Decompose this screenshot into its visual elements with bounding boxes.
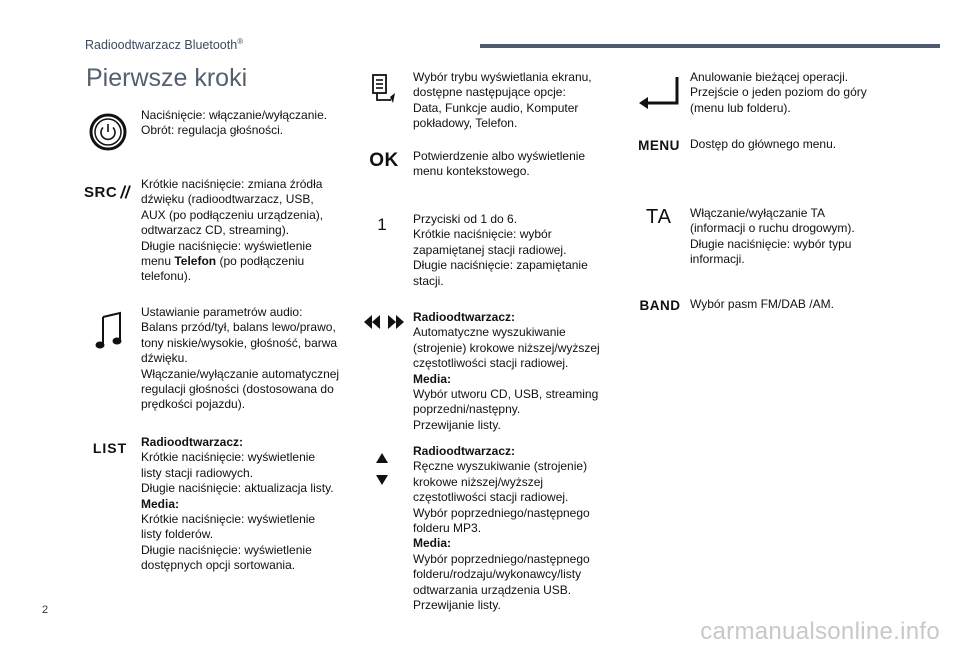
- src-button-icon: SRC: [84, 180, 132, 204]
- ta-button-icon: TA: [645, 205, 673, 228]
- ta-description: Włączanie/wyłączanie TA (informacji o ruchu drogowym). Długie naciśnięcie: wybór typu informacji.: [690, 206, 855, 267]
- updown-description: Radioodtwarzacz: Ręczne wyszukiwanie (strojenie) krokowe niższej/wyższej częstotliwości stacji radiowej. Wybór poprzedniego/następnego folderu MP3. Media: Wybór poprzedniego/następnego folderu/rodzaju/wykonawcy/listy odtwarzania urządzenia USB. Przewijanie listy.: [413, 444, 590, 613]
- display-description: Wybór trybu wyświetlania ekranu, dostępne następujące opcje: Data, Funkcje audio, Komputer pokładowy, Telefon.: [413, 70, 592, 131]
- display-mode-icon: [368, 72, 398, 108]
- power-knob-icon: [88, 112, 128, 152]
- preset-description: Przyciski od 1 do 6. Krótkie naciśnięcie: wybór zapamiętanej stacji radiowej. Długie naciśnięcie: zapamiętanie stacji.: [413, 212, 588, 288]
- up-down-arrows-icon: [374, 452, 390, 486]
- page-title: Pierwsze kroki: [86, 64, 248, 92]
- header-title: Radioodtwarzacz Bluetooth®: [85, 37, 244, 53]
- seek-description: Radioodtwarzacz: Automatyczne wyszukiwanie (strojenie) krokowe niższej/wyższej częstotliwości stacji radiowej. Media: Wybór utworu CD, USB, streaming poprzedni/następny. Przewijanie listy.: [413, 310, 600, 432]
- list-button-icon: LIST: [92, 440, 128, 456]
- menu-button-icon: MENU: [638, 137, 680, 153]
- src-description: Krótkie naciśnięcie: zmiana źródła dźwięku (radioodtwarzacz, USB, AUX (po podłączeniu urządzenia), odtwarzacz CD, streaming). Długie naciśnięcie: wyświetlenie menu Telefon (po podłączeniu telefonu).: [141, 177, 324, 284]
- header-bar: [480, 44, 940, 48]
- band-description: Wybór pasm FM/DAB /AM.: [690, 297, 834, 311]
- band-button-icon: BAND: [639, 297, 681, 313]
- back-description: Anulowanie bieżącej operacji. Przejście o jeden poziom do góry (menu lub folderu).: [690, 70, 867, 115]
- ok-button-icon: OK: [369, 150, 399, 171]
- preset-number-icon: 1: [377, 215, 387, 234]
- watermark: carmanualsonline.info: [700, 618, 940, 645]
- page-number: 2: [42, 604, 49, 616]
- music-note-icon: [92, 310, 126, 352]
- list-description: Radioodtwarzacz: Krótkie naciśnięcie: wyświetlenie listy stacji radiowych. Długie naciśnięcie: aktualizacja listy. Media: Krótkie naciśnięcie: wyświetlenie listy folderów. Długie naciśnięcie: wyświetlenie dostępnych opcji sortowania.: [141, 435, 334, 573]
- menu-description: Dostęp do głównego menu.: [690, 137, 837, 151]
- ok-description: Potwierdzenie albo wyświetlenie menu kontekstowego.: [413, 149, 586, 179]
- seek-arrows-icon: [362, 313, 406, 331]
- power-description: Naciśnięcie: włączanie/wyłączanie. Obrót: regulacja głośności.: [141, 108, 328, 138]
- back-arrow-icon: [636, 74, 680, 110]
- audio-description: Ustawianie parametrów audio: Balans przód/tył, balans lewo/prawo, tony niskie/wysokie, głośność, barwa dźwięku. Włączanie/wyłączanie automatycznej regulacji głośności (dostosowana do prędkości pojazdu).: [141, 305, 340, 412]
